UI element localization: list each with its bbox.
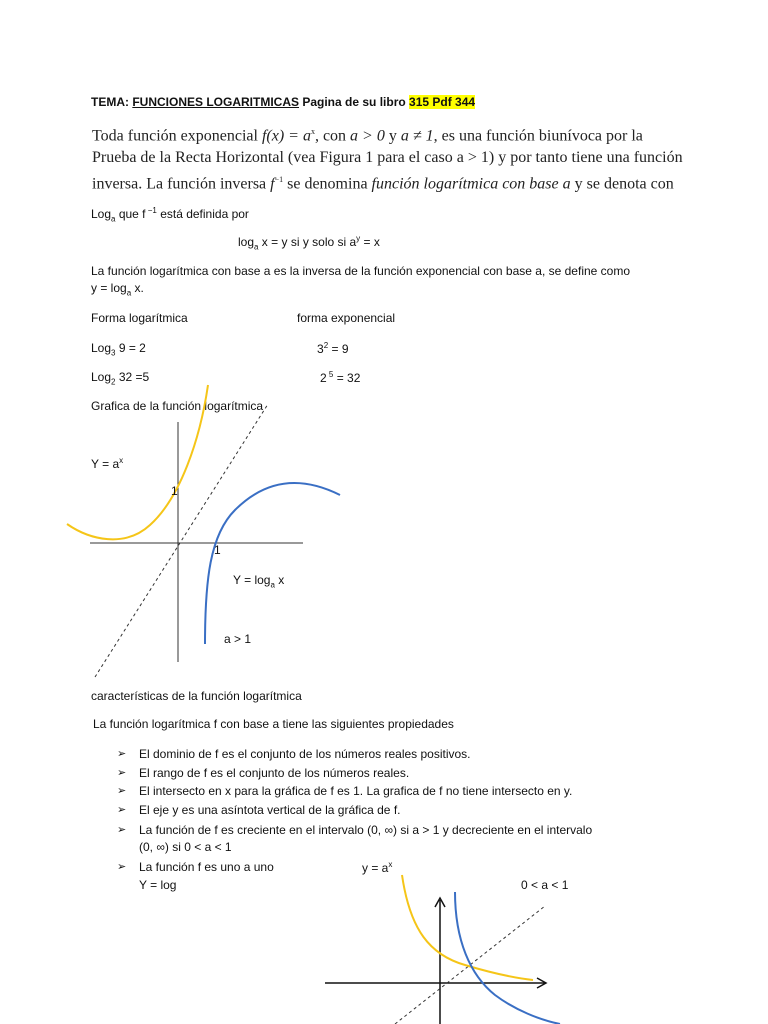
forms-row1-exp: [317, 341, 349, 356]
characteristics-intro: La función logarítmica f con base a tiene las siguientes propiedades: [93, 717, 454, 731]
graph1-label-cond: a > 1: [224, 632, 252, 646]
graph2-label-log: Y = log: [139, 878, 177, 892]
excerpt-fx: f(x) = a: [261, 127, 311, 145]
forms-header-exp: forma exponencial: [297, 311, 396, 325]
graph2-figure: [0, 870, 768, 1024]
page-title: [91, 95, 475, 109]
g1-sup: x: [119, 456, 124, 465]
form-text: Log: [91, 341, 112, 355]
def-text: está definida por: [156, 207, 249, 221]
def-text: x = y si y solo si a: [258, 235, 357, 249]
excerpt-text: y: [384, 127, 401, 145]
graph2-axes: [325, 898, 546, 1024]
graph2-log-curve: [455, 892, 560, 1024]
g2-sup: x: [388, 860, 393, 869]
excerpt-line-1: [92, 121, 683, 147]
form-sup: 2: [323, 341, 329, 350]
excerpt-cond: a ≠ 1: [400, 127, 434, 145]
excerpt-cond: a > 0: [350, 127, 385, 145]
g1-sub: a: [270, 580, 275, 590]
graph1-heading: Grafica de la función logarítmica: [91, 399, 264, 413]
inverse-line-1: La función logarítmica con base a es la inversa de la función exponencial con base a, se define como: [91, 264, 631, 278]
form-text: Log: [91, 370, 112, 384]
excerpt-text: inversa. La función inversa: [92, 175, 271, 193]
definition-line-1: [91, 206, 249, 223]
excerpt-f: f: [270, 175, 275, 193]
excerpt-text: se denomina: [283, 175, 372, 193]
inv-text: x.: [131, 281, 144, 295]
forms-header-log: Forma logarítmica: [91, 311, 188, 325]
characteristics-heading: características de la función logarítmica: [91, 689, 302, 703]
def-sub: a: [111, 214, 116, 224]
form-text: 32 =5: [115, 370, 150, 384]
g2-text: y = a: [362, 861, 389, 875]
excerpt-text: , con: [314, 127, 351, 145]
list-item: El eje y es una asíntota vertical de la gráfica de f.: [139, 803, 401, 817]
form-sup: 5: [326, 370, 334, 379]
form-sub: 2: [111, 377, 116, 387]
graph1-exp-curve: [67, 385, 208, 539]
def-text: log: [238, 235, 255, 249]
list-item: La función de f es creciente en el intervalo (0, ∞) si a > 1 y decreciente en el intervalo: [139, 823, 593, 837]
inv-text: y = log: [91, 281, 127, 295]
list-item: El intersecto en x para la gráfica de f es 1. La grafica de f no tiene intersecto en y.: [139, 784, 573, 798]
definition-line-2: [238, 234, 380, 251]
excerpt-text: Toda función exponencial: [92, 127, 262, 145]
form-text: 2: [320, 371, 327, 385]
graph1-log-curve: [205, 483, 340, 644]
excerpt-text: y se denota con: [570, 175, 674, 193]
graph1-figure: [0, 380, 768, 680]
form-sub: 3: [111, 348, 116, 358]
def-sup: y: [356, 234, 361, 243]
graph1-label-exp: [91, 456, 123, 471]
form-text: 9 = 2: [115, 341, 146, 355]
def-text: Log: [91, 207, 112, 221]
graph2-exp-curve: [402, 875, 533, 980]
arrowhead-bullet-icon: ➢: [117, 785, 127, 797]
def-sub: a: [254, 242, 259, 252]
graph1-label-log: [233, 573, 284, 589]
def-text: = x: [360, 235, 380, 249]
arrowhead-bullet-icon: ➢: [117, 767, 127, 779]
arrowhead-bullet-icon: ➢: [117, 748, 127, 760]
graph2-label-cond: 0 < a < 1: [521, 878, 569, 892]
book-excerpt: [92, 121, 683, 196]
excerpt-line-3: [92, 169, 683, 195]
def-text: que f: [115, 207, 146, 221]
arrowhead-bullet-icon: ➢: [117, 861, 127, 873]
list-item: El rango de f es el conjunto de los números reales.: [139, 766, 410, 780]
g1-text: x: [274, 573, 285, 587]
form-text: 3: [317, 342, 324, 356]
excerpt-inv: −1: [274, 175, 284, 185]
title-label: TEMA:: [91, 95, 133, 109]
graph1-label-one-y: 1: [171, 484, 178, 498]
title-topic: FUNCIONES LOGARITMICAS: [132, 95, 299, 109]
arrowhead-bullet-icon: ➢: [117, 804, 127, 816]
inv-sub: a: [126, 288, 132, 298]
excerpt-text: , es una función biunívoca por la: [433, 127, 643, 145]
def-sup: −1: [145, 206, 157, 215]
form-text: = 9: [328, 342, 349, 356]
list-item: El dominio de f es el conjunto de los números reales positivos.: [139, 747, 471, 761]
list-item-continuation: (0, ∞) si 0 < a < 1: [139, 840, 232, 854]
g1-text: Y = a: [91, 457, 120, 471]
graph1-label-one-x: 1: [214, 543, 221, 557]
arrowhead-bullet-icon: ➢: [117, 824, 127, 836]
excerpt-line-2: Prueba de la Recta Horizontal (vea Figura 1 para el caso a > 1) y por tanto tiene una función: [92, 149, 683, 167]
excerpt-italic: función logarítmica con base a: [371, 175, 571, 193]
list-item: La función f es uno a uno: [139, 860, 274, 874]
title-page-text: Pagina de su libro: [299, 95, 410, 109]
forms-row1-log: [91, 341, 146, 357]
title-page-ref: 315 Pdf 344: [409, 95, 476, 109]
g1-text: Y = log: [233, 573, 271, 587]
form-text: = 32: [333, 371, 361, 385]
inverse-line-2: [91, 281, 144, 297]
excerpt-exp: x: [310, 127, 315, 136]
